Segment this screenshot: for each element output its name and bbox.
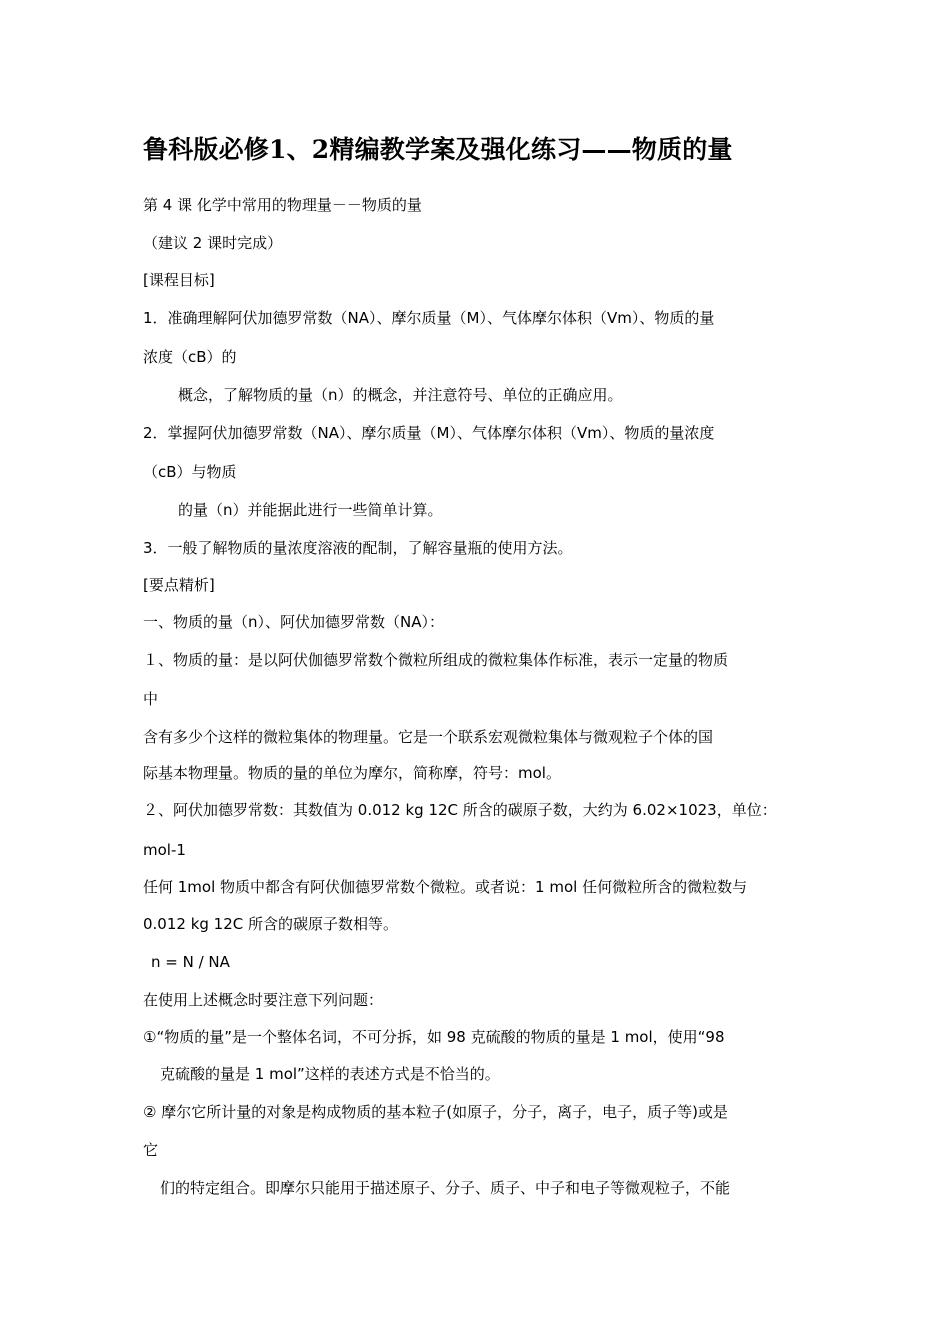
note-2-line-1: ② 摩尔它所计量的对象是构成物质的基本粒子(如原子，分子，离子，电子，质子等)或是 [143, 1103, 728, 1121]
lesson-note: （建议 2 课时完成） [143, 234, 283, 252]
note-2-line-3: 们的特定组合。即摩尔只能用于描述原子、分子、质子、中子和电子等微观粒子，不能 [160, 1179, 731, 1197]
goal-2-line-1: 2．掌握阿伏加德罗常数（NA）、摩尔质量（M）、气体摩尔体积（Vm）、物质的量浓度 [143, 424, 715, 442]
note-1-line-1: ①“物质的量”是一个整体名词，不可分拆，如 98 克硫酸的物质的量是 1 mol，使用“98 [143, 1028, 725, 1046]
paragraph-line: 含有多少个这样的微粒集体的物理量。它是一个联系宏观微粒集体与微观粒子个体的国 [143, 728, 714, 746]
paragraph-line: 际基本物理量。物质的量的单位为摩尔，简称摩，符号：mol。 [143, 764, 561, 782]
paragraph-line: mol-1 [143, 841, 186, 859]
document-title: 鲁科版必修1、2精编教学案及强化练习——物质的量 [143, 135, 733, 164]
paragraph-line: ２、阿伏加德罗常数：其数值为 0.012 kg 12C 所含的碳原子数，大约为 6.02×1023，单位： [143, 801, 777, 819]
goal-3: 3．一般了解物质的量浓度溶液的配制，了解容量瓶的使用方法。 [143, 539, 573, 557]
section-key-points: [要点精析] [143, 576, 215, 594]
note-2-line-2: 它 [143, 1141, 159, 1159]
goal-1-line-1: 1．准确理解阿伏加德罗常数（NA）、摩尔质量（M）、气体摩尔体积（Vm）、物质的量 [143, 309, 715, 327]
section-course-goals: [课程目标] [143, 271, 215, 289]
subsection-heading-1: 一、物质的量（n）、阿伏加德罗常数（NA）： [143, 613, 444, 631]
formula-line: n = N / NA [151, 953, 230, 971]
goal-2-line-3: 的量（n）并能据此进行一些简单计算。 [178, 501, 443, 519]
paragraph-line: 任何 1mol 物质中都含有阿伏伽德罗常数个微粒。或者说：1 mol 任何微粒所含的微粒数与 [143, 878, 748, 896]
goal-2-line-2: （cB）与物质 [143, 463, 237, 481]
note-1-line-2: 克硫酸的量是 1 mol”这样的表述方式是不恰当的。 [160, 1065, 500, 1083]
lesson-heading: 第 4 课 化学中常用的物理量－－物质的量 [143, 196, 422, 214]
goal-1-line-3: 概念，了解物质的量（n）的概念，并注意符号、单位的正确应用。 [178, 386, 623, 404]
goal-1-line-2: 浓度（cB）的 [143, 348, 237, 366]
paragraph-line: 在使用上述概念时要注意下列问题： [143, 991, 384, 1009]
paragraph-line: １、物质的量：是以阿伏伽德罗常数个微粒所组成的微粒集体作标准，表示一定量的物质 [143, 651, 729, 669]
paragraph-line: 0.012 kg 12C 所含的碳原子数相等。 [143, 915, 399, 933]
paragraph-line: 中 [143, 690, 159, 708]
